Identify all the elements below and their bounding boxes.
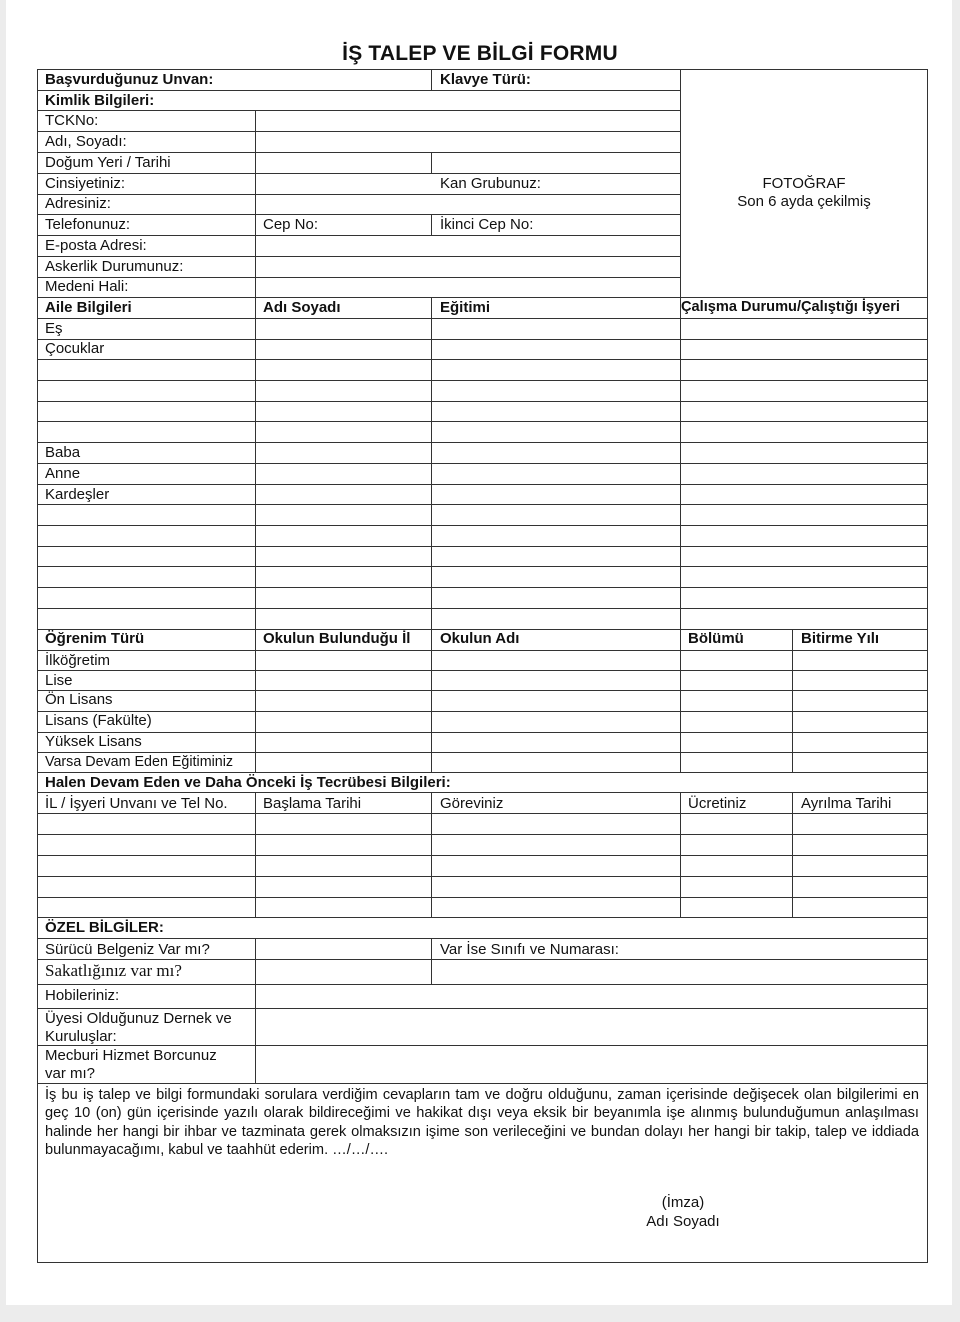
siblings-label: Kardeşler: [45, 486, 110, 503]
rule-line: [431, 69, 432, 91]
rule-line: [37, 401, 928, 402]
rule-line: [431, 152, 432, 174]
mobile-label: Cep No:: [263, 216, 319, 233]
name-label: Adı, Soyadı:: [45, 133, 127, 150]
rule-line: [37, 834, 928, 835]
photo-box: [681, 175, 927, 211]
rule-line: [37, 380, 928, 381]
rule-line: [37, 1008, 928, 1009]
service-label-line1: Mecburi Hizmet Borcunuz: [45, 1047, 217, 1064]
edu-header-school: Okulun Adı: [440, 630, 520, 647]
rule-line: [37, 650, 928, 651]
children-label: Çocuklar: [45, 340, 105, 357]
rule-line: [37, 256, 681, 257]
rule-line: [37, 69, 928, 70]
rule-line: [431, 297, 432, 630]
rule-line: [255, 297, 256, 630]
edu-row-label: İlköğretim: [45, 652, 111, 669]
rule-line: [37, 90, 681, 91]
rule-line: [37, 194, 681, 195]
service-label-line2: var mı?: [45, 1065, 96, 1082]
rule-line: [37, 318, 928, 319]
rule-line: [37, 855, 928, 856]
rule-line: [37, 566, 928, 567]
rule-line: [431, 792, 432, 918]
rule-line: [37, 690, 928, 691]
declaration-text: İş bu iş talep ve bilgi formundaki sorulara verdiğim cevapların tam ve doğru olduğunu, zaman içerisinde değişecek olan bilgilerimi en geç 10 (on) gün içerisinde yazılı olarak bildireceğimi ve hakikat dışı veya eksik bir beyanımla işe alınmış bulunduğumun anlaşılması halinde her hangi bir ihbar ve tazminata gerek olmaksızın işime son verileceğini ve bundan dolayı her hangi bir takip, talep ve iddiada bulunmayacağımı, kabul ve taahhüt ederim. …/…/….: [45, 1087, 919, 1159]
exp-header-start: Başlama Tarihi: [263, 795, 362, 812]
rule-line: [37, 917, 928, 918]
exp-header-salary: Ücretiniz: [688, 795, 747, 812]
mother-label: Anne: [45, 465, 81, 482]
rule-line: [431, 629, 432, 773]
exp-header-role: Göreviniz: [440, 795, 504, 812]
edu-row-label: Yüksek Lisans: [45, 733, 142, 750]
association-label-line1: Üyesi Olduğunuz Dernek ve: [45, 1010, 232, 1027]
edu-row-label: Ön Lisans: [45, 691, 113, 708]
identity-heading: Kimlik Bilgileri:: [45, 92, 155, 109]
rule-line: [37, 587, 928, 588]
family-header-name: Adı Soyadı: [263, 299, 341, 316]
rule-line: [680, 297, 681, 630]
rule-line: [37, 1083, 928, 1084]
rule-line: [255, 110, 256, 298]
rule-line: [37, 463, 928, 464]
form-title: İŞ TALEP VE BİLGİ FORMU: [342, 42, 618, 65]
exp-header-end: Ayrılma Tarihi: [801, 795, 892, 812]
edu-header-city: Okulun Bulunduğu İl: [263, 630, 411, 647]
family-header-type: Aile Bilgileri: [45, 299, 132, 316]
rule-line: [37, 984, 928, 985]
spouse-label: Eş: [45, 320, 63, 337]
blood-label: Kan Grubunuz:: [440, 175, 541, 192]
rule-line: [37, 277, 681, 278]
military-label: Askerlik Durumunuz:: [45, 258, 184, 275]
rule-line: [37, 670, 928, 671]
rule-line: [37, 297, 928, 298]
keyboard-label: Klavye Türü:: [440, 71, 531, 88]
rule-line: [37, 152, 681, 153]
photo-label: FOTOĞRAF: [762, 175, 846, 192]
address-label: Adresiniz:: [45, 195, 111, 212]
gender-label: Cinsiyetiniz:: [45, 175, 126, 192]
rule-line: [37, 792, 928, 793]
family-header-work: Çalışma Durumu/Çalıştığı İşyeri: [681, 299, 900, 315]
edu-header-year: Bitirme Yılı: [801, 630, 880, 647]
rule-line: [37, 752, 928, 753]
edu-row-label: Lisans (Fakülte): [45, 712, 152, 729]
special-heading: ÖZEL BİLGİLER:: [45, 919, 164, 936]
rule-line: [37, 359, 928, 360]
rule-line: [37, 897, 928, 898]
rule-line: [37, 504, 928, 505]
rule-line: [680, 629, 681, 773]
rule-line: [792, 792, 793, 918]
rule-line: [37, 525, 928, 526]
rule-line: [37, 235, 681, 236]
rule-line: [680, 792, 681, 918]
phone-label: Telefonunuz:: [45, 216, 131, 233]
rule-line: [37, 1262, 928, 1263]
rule-line: [792, 629, 793, 773]
rule-line: [255, 938, 256, 1084]
edu-header-type: Öğrenim Türü: [45, 630, 145, 647]
rule-line: [431, 214, 432, 236]
rule-line: [37, 484, 928, 485]
disability-label: Sakatlığınız var mı?: [45, 961, 182, 980]
rule-line: [37, 959, 928, 960]
edu-row-label: Lise: [45, 672, 73, 689]
rule-line: [37, 608, 928, 609]
rule-line: [37, 546, 928, 547]
rule-line: [37, 772, 928, 773]
rule-line: [37, 711, 928, 712]
license-label: Sürücü Belgeniz Var mı?: [45, 941, 210, 958]
rule-line: [37, 339, 928, 340]
rule-line: [37, 938, 928, 939]
rule-line: [37, 1045, 928, 1046]
rule-line: [255, 629, 256, 773]
hobbies-label: Hobileriniz:: [45, 987, 120, 1004]
rule-line: [37, 442, 928, 443]
rule-line: [431, 938, 432, 985]
edu-row-label: Varsa Devam Eden Eğitiminiz: [45, 754, 234, 770]
rule-line: [37, 876, 928, 877]
rule-line: [255, 792, 256, 918]
second-mobile-label: İkinci Cep No:: [440, 216, 534, 233]
rule-line: [37, 214, 681, 215]
signature-name-label: Adı Soyadı: [646, 1213, 720, 1230]
rule-line: [37, 732, 928, 733]
rule-line: [37, 421, 928, 422]
signature-label: (İmza): [661, 1194, 705, 1211]
position-label: Başvurduğunuz Unvan:: [45, 71, 214, 88]
father-label: Baba: [45, 444, 81, 461]
license-class-label: Var İse Sınıfı ve Numarası:: [440, 941, 619, 958]
photo-note: Son 6 ayda çekilmiş: [737, 193, 871, 210]
tc-label: TCKNo:: [45, 112, 99, 129]
experience-heading: Halen Devam Eden ve Daha Önceki İş Tecrübesi Bilgileri:: [45, 774, 451, 791]
edu-header-department: Bölümü: [688, 630, 744, 647]
rule-line: [37, 173, 681, 174]
marital-label: Medeni Hali:: [45, 278, 129, 295]
email-label: E-posta Adresi:: [45, 237, 147, 254]
family-header-education: Eğitimi: [440, 299, 491, 316]
birth-label: Doğum Yeri / Tarihi: [45, 154, 171, 171]
rule-line: [37, 131, 681, 132]
association-label-line2: Kuruluşlar:: [45, 1028, 117, 1045]
rule-line: [37, 110, 681, 111]
exp-header-employer: İL / İşyeri Unvanı ve Tel No.: [45, 795, 228, 812]
rule-line: [37, 813, 928, 814]
